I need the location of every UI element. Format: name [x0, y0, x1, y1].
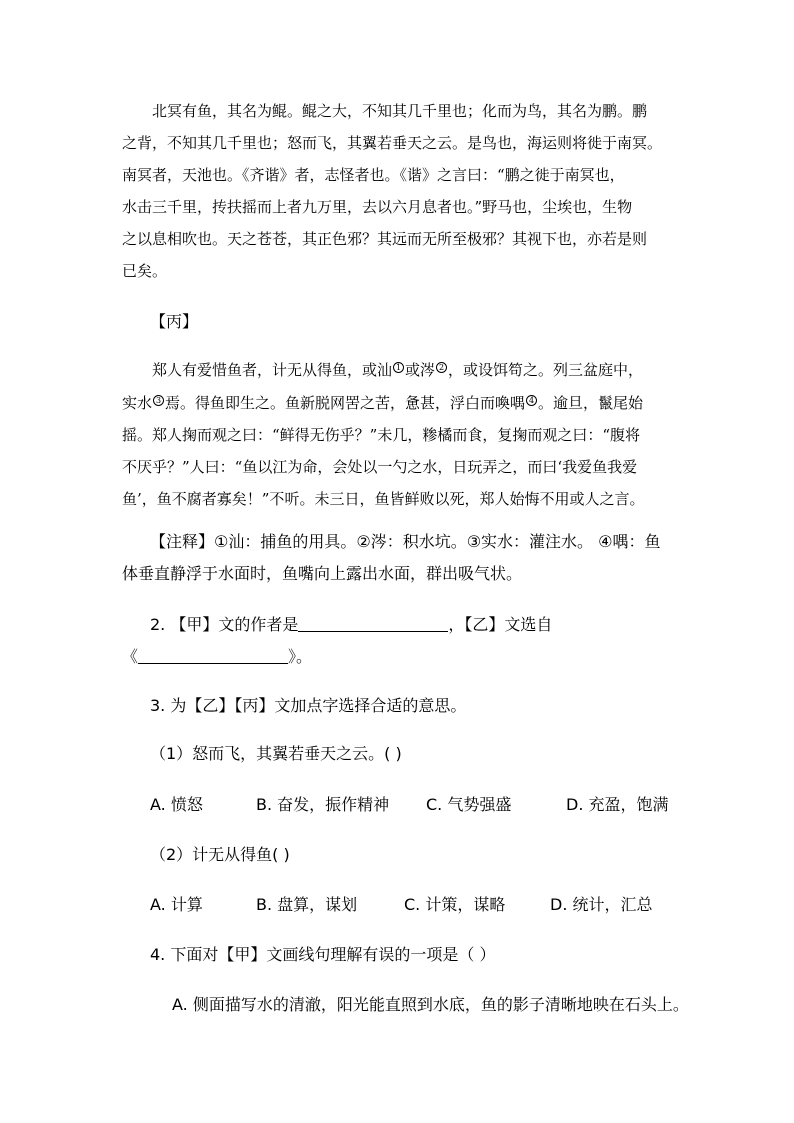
- jia-line-1: 北冥有鱼，其名为鲲。鲲之大，不知其几千里也；化而为鸟，其名为鹏。鹏: [152, 102, 648, 120]
- question-3-stem: 3. 为【乙】【丙】文加点字选择合适的意思。: [150, 696, 467, 715]
- bing-line-2: [122, 395, 643, 411]
- q3-sub2-option-c[interactable]: C. 计策，谋略: [404, 895, 506, 914]
- q2-text-1: 2. 【甲】文的作者是: [150, 615, 299, 634]
- question-2-line-2: [122, 648, 312, 665]
- q3-sub1: （1）怒而飞，其翼若垂天之云。( ): [150, 744, 402, 763]
- bing-line-1: [152, 362, 643, 378]
- jia-line-3: 南冥者，天池也。《齐谐》者，志怪者也。《谐》之言曰：“鹏之徙于南冥也，: [122, 166, 625, 184]
- bing-line-3: 摇。郑人掬而观之曰：“鲜得无伤乎？”未几，糁橘而食，复掬而观之曰：“腹将: [122, 426, 641, 444]
- note-marker-2: 2: [436, 362, 447, 373]
- q3-sub2-option-a[interactable]: A. 计算: [150, 895, 203, 914]
- q2-book-close: 》。: [288, 647, 313, 666]
- note-marker-4: 4: [526, 395, 537, 406]
- q2-text-2: ，【乙】文选自: [448, 615, 553, 634]
- bing-line-2-text-b: 焉。得鱼即生之。鱼新脱网罟之苦，惫甚，浮白而喚喁: [165, 394, 526, 412]
- notes-line-1: 【注释】①汕：捕鱼的用具。②涔：积水坑。③实水：灌注水。 ④喁：鱼: [150, 532, 661, 551]
- note-marker-1: 1: [393, 362, 404, 373]
- jia-line-6: 已矣。: [122, 262, 168, 280]
- q3-sub2-option-d[interactable]: D. 统计，汇总: [550, 895, 653, 914]
- jia-line-2: 之背，不知其几千里也；怒而飞，其翼若垂天之云。是鸟也，海运则将徙于南冥。: [122, 134, 663, 152]
- q2-source-blank[interactable]: [138, 648, 288, 664]
- q3-sub1-option-a[interactable]: A. 愤怒: [150, 795, 203, 814]
- bing-line-1-text-c: ，或设饵笱之。列三盆庭中，: [448, 361, 644, 379]
- q4-option-a[interactable]: A. 侧面描写水的清澈，阳光能直照到水底，鱼的影子清晰地映在石头上。: [172, 995, 689, 1014]
- bing-line-5: 鱼’，鱼不腐者寡矣！”不听。未三日，鱼皆鲜败以死，郑人始悔不用或人之言。: [122, 490, 645, 508]
- bing-line-1-text-b: 或涔: [405, 361, 436, 379]
- q3-sub1-option-b[interactable]: B. 奋发，振作精神: [256, 795, 390, 814]
- q3-sub1-option-d[interactable]: D. 充盈，饱满: [566, 795, 669, 814]
- bing-line-2-text-c: 。逾旦，鬣尾始: [538, 394, 644, 412]
- jia-line-4: 水击三千里，抟扶摇而上者九万里，去以六月息者也。”野马也，尘埃也，生物: [122, 198, 633, 216]
- notes-line-2: 体垂直静浮于水面时，鱼嘴向上露出水面，群出吸气状。: [122, 564, 523, 583]
- q3-sub2-option-b[interactable]: B. 盘算，谋划: [256, 895, 358, 914]
- jia-line-5: 之以息相吹也。天之苍苍，其正色邪？其远而无所至极邪？其视下也，亦若是则: [122, 230, 648, 248]
- question-2: [150, 616, 552, 633]
- bing-line-4: 不厌乎？”人曰：“鱼以江为命，会处以一勺之水，日玩弄之，而曰‘我爱鱼我爱: [122, 458, 638, 476]
- note-marker-3: 3: [153, 395, 164, 406]
- bing-line-1-text-a: 郑人有爱惜鱼者，计无从得鱼，或汕: [152, 361, 393, 379]
- q3-sub1-option-c[interactable]: C. 气势强盛: [426, 795, 512, 814]
- q2-book-open: 《: [122, 647, 139, 666]
- bing-line-2-text-a: 实水: [122, 394, 153, 412]
- q2-author-blank[interactable]: [298, 616, 448, 632]
- bing-heading: 【丙】: [150, 312, 199, 331]
- q3-sub2: （2）计无从得鱼( ): [150, 845, 290, 864]
- question-4-stem: 4. 下面对【甲】文画线句理解有误的一项是（ ）: [150, 945, 496, 964]
